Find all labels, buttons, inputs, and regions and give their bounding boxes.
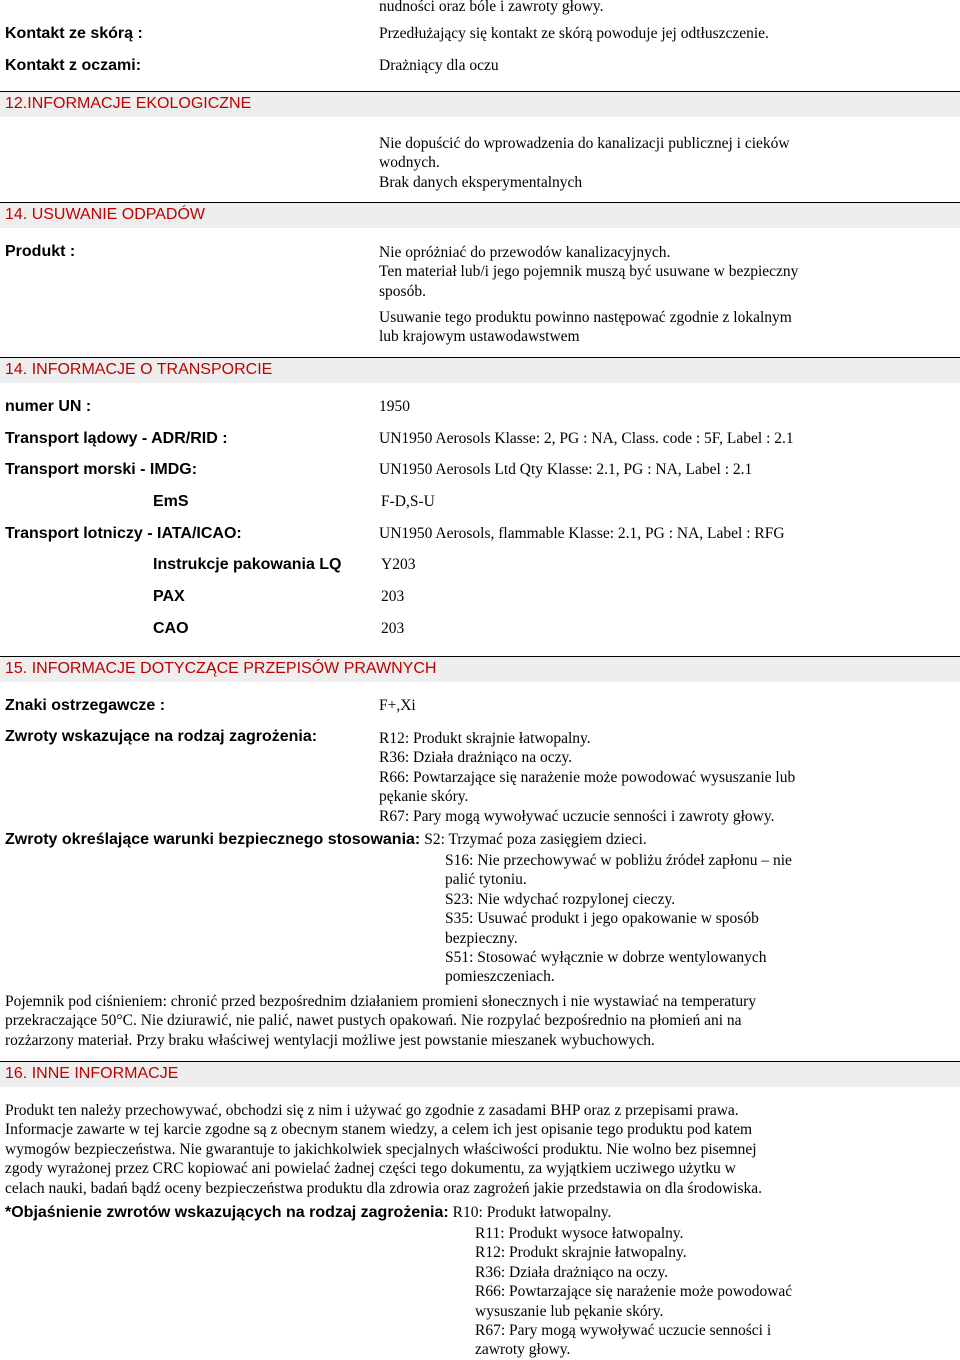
pressure-container-note	[5, 992, 756, 1050]
r-phrase: R66: Powtarzające się narażenie może powodować wysuszanie lub	[379, 768, 796, 786]
section-12-title: 12.INFORMACJE EKOLOGICZNE	[5, 95, 252, 112]
text-line: wymogów bezpieczeństwa. Nie gwarantuje to jakichkolwiek specjalnych właściwości produktu. Nie wolno bez pisemnej	[5, 1140, 757, 1158]
r-phrase: zawroty głowy.	[475, 1341, 571, 1359]
text-line: Produkt ten należy przechowywać, obchodzi się z nim i używać go zgodnie z zasadami BHP oraz z przepisami prawa.	[5, 1102, 739, 1119]
text-line: zgody wyrażonej przez CRC kopiować ani powielać żadnej części tego dokumentu, za wyjątkiem ucziwego użytku w	[5, 1160, 736, 1178]
skin-contact-value: Przedłużający się kontakt ze skórą powoduje jej odtłuszczenie.	[379, 25, 769, 42]
text-line: Nie opróżniać do przewodów kanalizacyjnych.	[379, 244, 671, 261]
warning-signs-label: Znaki ostrzegawcze :	[5, 697, 166, 714]
pax-label: PAX	[153, 588, 185, 605]
continuation-text: nudności oraz bóle i zawroty głowy.	[379, 0, 604, 15]
r-phrases-list	[379, 729, 795, 826]
text-line: wodnych.	[379, 154, 440, 172]
r-phrase: pękanie skóry.	[379, 788, 469, 806]
s-phrases-row	[5, 831, 647, 849]
cao-value: 203	[381, 620, 405, 637]
explanation-row	[5, 1204, 611, 1222]
r-phrase: R66: Powtarzające się narażenie może powodować	[475, 1283, 793, 1301]
text-line: Nie dopuścić do wprowadzenia do kanalizacji publicznej i cieków	[379, 135, 790, 152]
section-13-text	[379, 243, 798, 301]
section-14-header	[0, 358, 960, 383]
s-phrase: S23: Nie wdychać rozpylonej cieczy.	[445, 890, 676, 908]
r-phrase: R67: Pary mogą wywoływać uczucie senności i	[475, 1322, 772, 1340]
warning-signs-value: F+,Xi	[379, 697, 416, 714]
cao-label: CAO	[153, 620, 189, 637]
section-12-header	[0, 92, 960, 117]
ems-label: EmS	[153, 493, 189, 510]
section-13-header	[0, 203, 960, 228]
imdg-value: UN1950 Aerosols Ltd Qty Klasse: 2.1, PG : NA, Label : 2.1	[379, 461, 753, 478]
imdg-label: Transport morski - IMDG:	[5, 461, 198, 478]
s-phrase: S51: Stosować wyłącznie w dobrze wentylowanych	[445, 949, 767, 967]
text-line: lub krajowym ustawodawstwem	[379, 328, 580, 346]
s-phrase: S35: Usuwać produkt i jego opakowanie w sposób	[445, 910, 759, 928]
section-14-title: 14. INFORMACJE O TRANSPORCIE	[5, 361, 273, 378]
text-line: przekraczające 50°C. Nie dziurawić, nie palić, nawet pustych opakowań. Nie rozpylać bezpośrednio na płomień ani na	[5, 1012, 742, 1030]
un-number-label: numer UN :	[5, 398, 92, 415]
text-line: sposób.	[379, 282, 426, 300]
r-phrase: R36: Działa drażniąco na oczy.	[475, 1263, 669, 1281]
explanation-list	[475, 1224, 792, 1360]
text-line: Pojemnik pod ciśnieniem: chronić przed bezpośrednim działaniem promieni słonecznych i nie wystawiać na temperatury	[5, 993, 757, 1010]
r-phrases-label: Zwroty wskazujące na rodzaj zagrożenia:	[5, 728, 318, 745]
eye-contact-value: Drażniący dla oczu	[379, 57, 499, 74]
section-15-title: 15. INFORMACJE DOTYCZĄCE PRZEPISÓW PRAWNYCH	[5, 660, 437, 677]
text-line: Usuwanie tego produktu powinno następować zgodnie z lokalnym	[379, 309, 792, 326]
r-phrase: wysuszanie lub pękanie skóry.	[475, 1302, 664, 1320]
s-phrases-label: Zwroty określające warunki bezpiecznego stosowania:	[5, 831, 421, 848]
s-phrase: S16: Nie przechowywać w pobliżu źródeł zapłonu – nie	[445, 852, 792, 869]
section-13-text-2	[379, 308, 792, 347]
s-phrase: bezpieczny.	[445, 929, 518, 947]
section-16-header	[0, 1062, 960, 1087]
iata-value: UN1950 Aerosols, flammable Klasse: 2.1, PG : NA, Label : RFG	[379, 525, 785, 542]
text-line: celach nauki, badań bądź oceny bezpieczeństwa produktu dla zdrowia oraz zagrożeń jakie przedstawia on dla środowiska.	[5, 1179, 763, 1197]
r-phrase: R12: Produkt skrajnie łatwopalny.	[379, 730, 591, 747]
r-phrase: R10: Produkt łatwopalny.	[452, 1204, 612, 1221]
text-line: Brak danych eksperymentalnych	[379, 173, 583, 191]
iata-label: Transport lotniczy - IATA/ICAO:	[5, 525, 242, 542]
text-line: Informacje zawarte w tej karcie zgodne są z obecnym stanem wiedzy, a celem ich jest opisanie tego produktu pod katem	[5, 1121, 753, 1139]
section-12-text	[379, 134, 790, 192]
r-phrase: R67: Pary mogą wywoływać uczucie senności i zawroty głowy.	[379, 807, 775, 825]
pax-value: 203	[381, 588, 405, 605]
r-phrase: R36: Działa drażniąco na oczy.	[379, 749, 573, 767]
lq-value: Y203	[381, 556, 416, 573]
explanation-label: *Objaśnienie zwrotów wskazujących na rodzaj zagrożenia:	[5, 1204, 449, 1221]
adr-value: UN1950 Aerosols Klasse: 2, PG : NA, Class. code : 5F, Label : 2.1	[379, 430, 794, 447]
lq-label: Instrukcje pakowania LQ	[153, 556, 342, 573]
r-phrase: R11: Produkt wysoce łatwopalny.	[475, 1225, 684, 1242]
r-phrase: R12: Produkt skrajnie łatwopalny.	[475, 1244, 687, 1262]
un-number-value: 1950	[379, 398, 410, 415]
s-phrase: pomieszczeniach.	[445, 968, 555, 986]
ems-value: F-D,S-U	[381, 493, 435, 510]
other-info-text	[5, 1101, 762, 1198]
text-line: Ten materiał lub/i jego pojemnik muszą być usuwane w bezpieczny	[379, 263, 799, 281]
section-13-title: 14. USUWANIE ODPADÓW	[5, 206, 206, 223]
eye-contact-label: Kontakt z oczami:	[5, 57, 142, 74]
s-phrases-list	[445, 851, 792, 987]
s-phrase: S2: Trzymać poza zasięgiem dzieci.	[424, 831, 647, 848]
skin-contact-label: Kontakt ze skórą :	[5, 25, 143, 42]
section-15-header	[0, 657, 960, 682]
product-label: Produkt :	[5, 243, 76, 260]
adr-label: Transport lądowy - ADR/RID :	[5, 430, 228, 447]
section-16-title: 16. INNE INFORMACJE	[5, 1065, 179, 1082]
text-line: rozżarzony materiał. Przy braku właściwej wentylacji możliwe jest powstanie mieszanek wybuchowych.	[5, 1031, 655, 1049]
s-phrase: palić tytoniu.	[445, 871, 527, 889]
